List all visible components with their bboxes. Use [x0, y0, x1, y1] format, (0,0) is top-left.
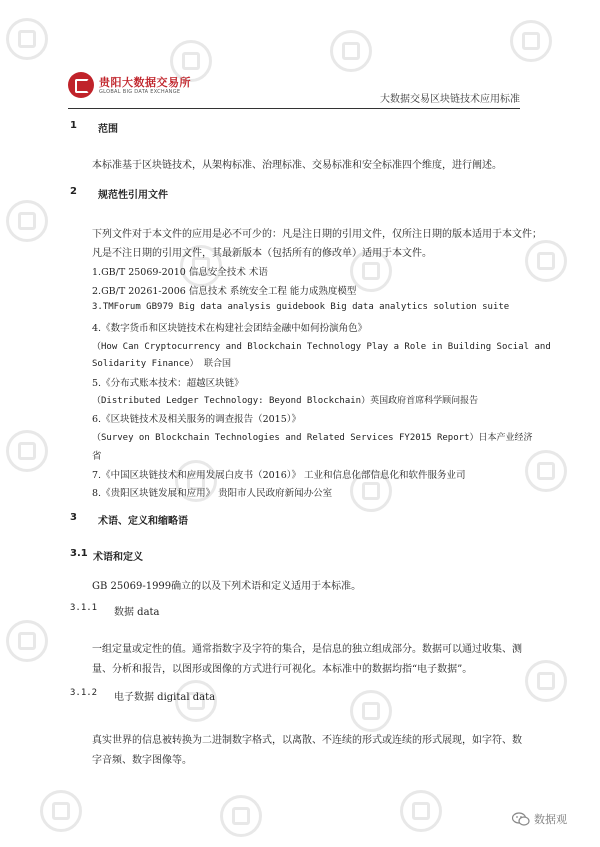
- reference-item: 5.《分布式账本技术：超越区块链》: [92, 378, 244, 389]
- paragraph-line: 凡是不注日期的引用文件，其最新版本（包括所有的修改单）适用于本文件。: [92, 248, 432, 259]
- watermark-logo: [525, 240, 567, 282]
- exchange-logo-icon: [68, 72, 94, 98]
- reference-item: （How Can Cryptocurrency and Blockchain Technology Play a Role in Building Social and: [92, 342, 551, 352]
- paragraph-line: 下列文件对于本文件的应用是必不可少的：凡是注日期的引用文件，仅所注日期的版本适用于本文件；: [92, 229, 542, 240]
- paragraph: GB 25069-1999确立的以及下列术语和定义适用于本标准。: [92, 581, 362, 592]
- paragraph-line: 字音频、数字图像等。: [92, 755, 192, 766]
- watermark-logo: [330, 30, 372, 72]
- section-heading: 范围: [98, 124, 118, 135]
- subsection-number: 3.1: [70, 548, 88, 559]
- brand-label: 数据观: [534, 813, 567, 826]
- reference-item: 3.TMForum GB979 Big data analysis guidebook Big data analytics solution suite: [92, 302, 510, 312]
- term-heading: 数据 data: [114, 607, 160, 618]
- paragraph: 本标准基于区块链技术，从架构标准、治理标准、交易标准和安全标准四个维度，进行阐述。: [92, 160, 502, 171]
- term-heading: 电子数据 digital data: [114, 692, 216, 703]
- subsection-heading: 术语和定义: [93, 552, 143, 563]
- reference-item: 1.GB/T 25069-2010 信息安全技术 术语: [92, 267, 268, 278]
- watermark-logo: [525, 660, 567, 702]
- reference-item: 省: [92, 451, 102, 462]
- watermark-logo: [40, 790, 82, 832]
- reference-item: Solidarity Finance） 联合国: [92, 359, 231, 369]
- document-title: 大数据交易区块链技术应用标准: [380, 94, 520, 105]
- section-heading: 规范性引用文件: [98, 190, 168, 201]
- term-number: 3.1.1: [70, 603, 98, 613]
- term-number: 3.1.2: [70, 688, 98, 698]
- watermark-logo: [6, 430, 48, 472]
- section-number: 2: [70, 186, 77, 197]
- reference-item: 7.《中国区块链技术和应用发展白皮书（2016）》 工业和信息化部信息化和软件服务业司: [92, 470, 466, 481]
- section-heading: 术语、定义和缩略语: [98, 516, 188, 527]
- section-number: 1: [70, 120, 77, 131]
- watermark-logo: [400, 790, 442, 832]
- paragraph-line: 真实世界的信息被转换为二进制数字格式，以离散、不连续的形式或连续的形式展现，如字符、数: [92, 735, 522, 746]
- watermark-logo: [6, 200, 48, 242]
- watermark-logo: [6, 18, 48, 60]
- watermark-logo: [6, 620, 48, 662]
- wechat-icon: [512, 812, 530, 826]
- watermark-logo: [525, 450, 567, 492]
- watermark-logo: [350, 690, 392, 732]
- logo-name-en: GLOBAL BIG DATA EXCHANGE: [99, 89, 181, 95]
- paragraph-line: 一组定量或定性的值。通常指数字及字符的集合，是信息的独立组成部分。数据可以通过收集、测: [92, 644, 522, 655]
- reference-item: （Distributed Ledger Technology: Beyond Blockchain）英国政府首席科学顾问报告: [92, 396, 479, 406]
- section-number: 3: [70, 512, 77, 523]
- reference-item: （Survey on Blockchain Technologies and Related Services FY2015 Report）日本产业经济: [92, 433, 533, 443]
- watermark-logo: [510, 20, 552, 62]
- logo-name-cn: 贵阳大数据交易所: [99, 76, 191, 89]
- reference-item: 8.《贵阳区块链发展和应用》 贵阳市人民政府新闻办公室: [92, 488, 333, 499]
- page-header: [68, 70, 520, 109]
- reference-item: 4.《数字货币和区块链技术在构建社会团结金融中如何扮演角色》: [92, 323, 368, 334]
- watermark-logo: [220, 795, 262, 837]
- reference-item: 6.《区块链技术及相关服务的调查报告（2015）》: [92, 414, 301, 425]
- reference-item: 2.GB/T 20261-2006 信息技术 系统安全工程 能力成熟度模型: [92, 286, 357, 297]
- paragraph-line: 量、分析和报告，以图形或图像的方式进行可视化。本标准中的数据均指“电子数据”。: [92, 664, 473, 675]
